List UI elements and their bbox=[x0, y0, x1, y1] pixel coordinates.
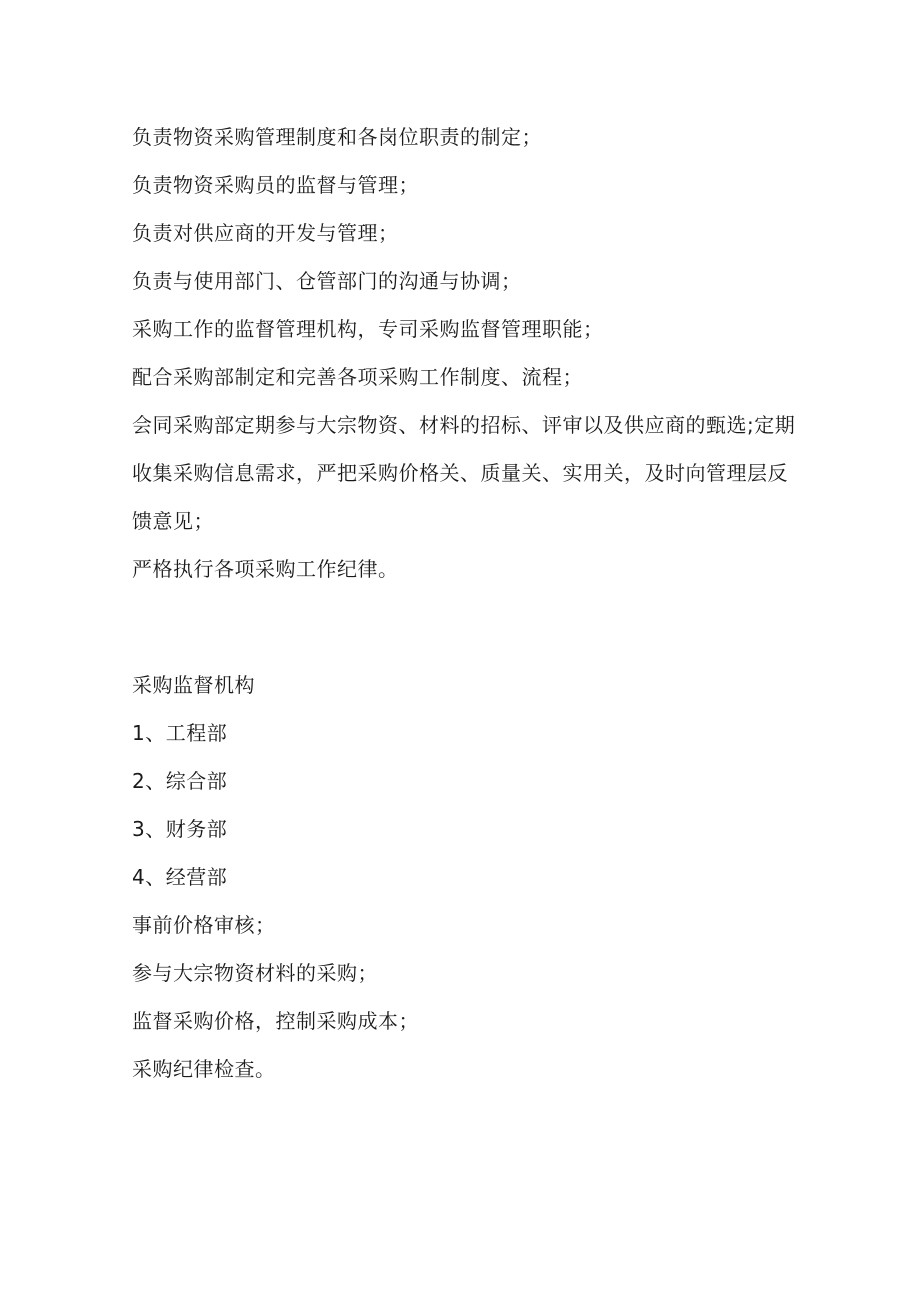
section-spacer bbox=[132, 593, 800, 661]
task-item: 监督采购价格，控制采购成本； bbox=[132, 1009, 419, 1033]
duty-item: 会同采购部定期参与大宗物资、材料的招标、评审以及供应商的甄选;定期收集采购信息需求，严把采购价格关、质量关、实用关，及时向管理层反馈意见； bbox=[132, 413, 796, 533]
duty-item: 严格执行各项采购工作纪律。 bbox=[132, 557, 399, 581]
duty-item: 负责与使用部门、仓管部门的沟通与协调； bbox=[132, 269, 522, 293]
supervision-section bbox=[132, 661, 800, 1093]
department-item: 4、经营部 bbox=[132, 865, 228, 889]
duty-item: 负责物资采购员的监督与管理； bbox=[132, 173, 419, 197]
duty-list bbox=[132, 113, 800, 593]
duty-item: 负责对供应商的开发与管理； bbox=[132, 221, 399, 245]
task-item: 参与大宗物资材料的采购； bbox=[132, 961, 378, 985]
duty-item: 负责物资采购管理制度和各岗位职责的制定； bbox=[132, 125, 542, 149]
task-item: 采购纪律检查。 bbox=[132, 1057, 276, 1081]
department-item: 1、工程部 bbox=[132, 721, 228, 745]
department-item: 2、综合部 bbox=[132, 769, 228, 793]
task-item: 事前价格审核； bbox=[132, 913, 276, 937]
department-item: 3、财务部 bbox=[132, 817, 228, 841]
section-title: 采购监督机构 bbox=[132, 673, 255, 697]
duty-item: 配合采购部制定和完善各项采购工作制度、流程； bbox=[132, 365, 583, 389]
duty-item: 采购工作的监督管理机构，专司采购监督管理职能； bbox=[132, 317, 604, 341]
